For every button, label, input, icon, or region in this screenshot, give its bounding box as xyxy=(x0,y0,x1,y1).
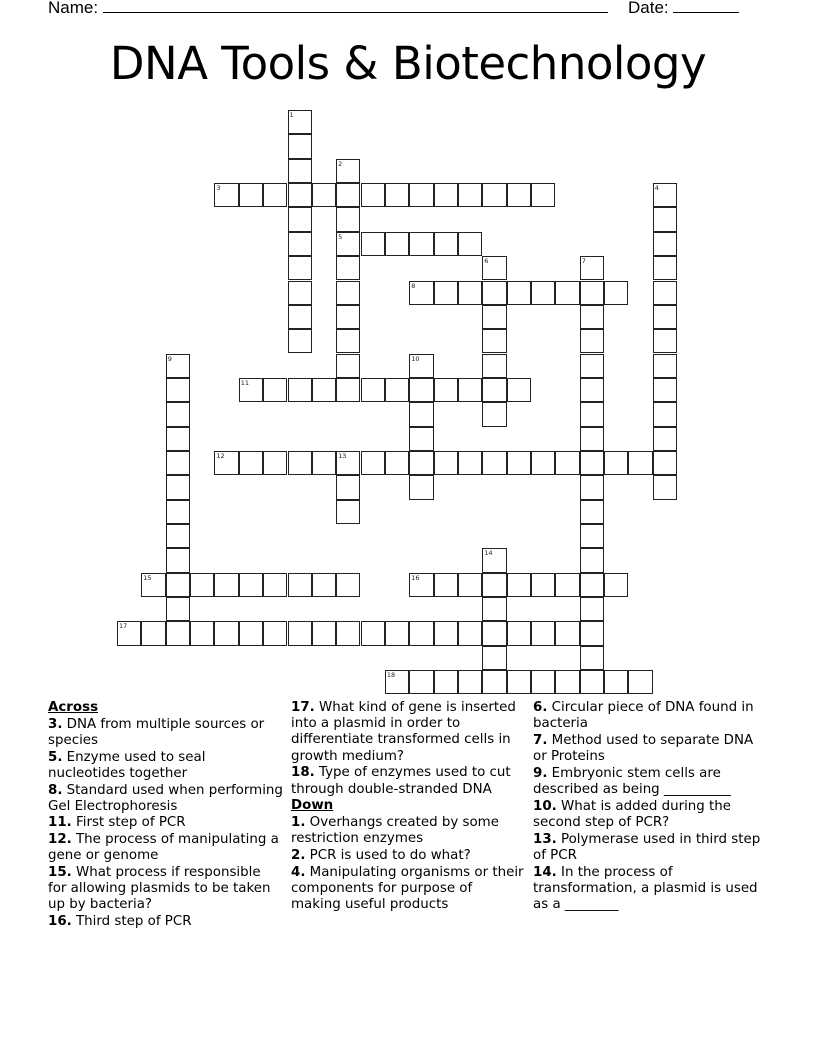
grid-cell[interactable] xyxy=(580,402,604,426)
grid-cell[interactable] xyxy=(263,451,287,475)
grid-cell[interactable] xyxy=(288,134,312,158)
grid-cell[interactable] xyxy=(288,256,312,280)
grid-cell[interactable] xyxy=(434,378,458,402)
grid-cell[interactable] xyxy=(166,402,190,426)
grid-cell[interactable] xyxy=(653,475,677,499)
clue-down-10: 10. What is added during the second step of PCR? xyxy=(533,798,732,830)
grid-cell[interactable] xyxy=(580,646,604,670)
grid-cell[interactable] xyxy=(263,378,287,402)
grid-cell[interactable] xyxy=(653,378,677,402)
grid-cell[interactable] xyxy=(555,281,579,305)
clue-number: 7 xyxy=(581,257,586,266)
grid-cell[interactable] xyxy=(653,354,677,378)
clue-across-3: 3. DNA from multiple sources or species xyxy=(48,716,265,748)
grid-cell[interactable] xyxy=(263,183,287,207)
clue-number: 13 xyxy=(338,451,347,460)
grid-cell[interactable] xyxy=(336,500,360,524)
grid-cell[interactable] xyxy=(604,670,628,694)
grid-cell[interactable] xyxy=(409,427,433,451)
grid-cell[interactable] xyxy=(653,451,677,475)
clue-down-1: 1. Overhangs created by some restriction enzymes xyxy=(291,814,499,847)
grid-cell[interactable] xyxy=(166,475,190,499)
grid-cell[interactable] xyxy=(409,354,433,378)
grid-cell[interactable] xyxy=(336,451,360,475)
grid-cell[interactable] xyxy=(580,281,604,305)
clue-number: 8 xyxy=(411,281,416,290)
clue-down-7: 7. Method used to separate DNA or Proteins xyxy=(533,732,754,765)
clues-column-1 xyxy=(48,700,283,931)
clue-number: 12 xyxy=(216,451,225,460)
grid-cell[interactable] xyxy=(239,378,263,402)
grid-cell[interactable] xyxy=(288,621,312,645)
grid-cell[interactable] xyxy=(458,621,482,645)
grid-cell[interactable] xyxy=(361,378,385,402)
grid-cell[interactable] xyxy=(482,451,506,475)
grid-cell[interactable] xyxy=(434,183,458,207)
clue-number: 15 xyxy=(143,573,152,582)
clue-number: 18 xyxy=(386,671,396,680)
grid-cell[interactable] xyxy=(653,232,677,256)
grid-cell[interactable] xyxy=(555,451,579,475)
grid-cell[interactable] xyxy=(653,281,677,305)
grid-cell[interactable] xyxy=(628,451,652,475)
grid-cell[interactable] xyxy=(385,232,409,256)
grid-cell[interactable] xyxy=(409,232,433,256)
grid-cell[interactable] xyxy=(555,670,579,694)
grid-cell[interactable] xyxy=(288,183,312,207)
grid-cell[interactable] xyxy=(653,427,677,451)
grid-cell[interactable] xyxy=(336,305,360,329)
clue-number: 10 xyxy=(411,354,420,363)
clue-across-5: 5. Enzyme used to seal nucleotides together xyxy=(48,749,206,781)
grid-cell[interactable] xyxy=(555,621,579,645)
grid-cell[interactable] xyxy=(434,232,458,256)
grid-cell[interactable] xyxy=(434,621,458,645)
clue-down-2: 2. PCR is used to do what? xyxy=(291,847,471,863)
grid-cell[interactable] xyxy=(580,621,604,645)
grid-cell[interactable] xyxy=(482,548,506,572)
grid-cell[interactable] xyxy=(336,232,360,256)
grid-cell[interactable] xyxy=(409,451,433,475)
grid-cell[interactable] xyxy=(458,670,482,694)
grid-cell[interactable] xyxy=(141,573,165,597)
grid-cell[interactable] xyxy=(409,670,433,694)
grid-cell[interactable] xyxy=(434,573,458,597)
grid-cell[interactable] xyxy=(166,573,190,597)
grid-cell[interactable] xyxy=(409,378,433,402)
grid-cell[interactable] xyxy=(653,256,677,280)
grid-cell[interactable] xyxy=(166,548,190,572)
clue-down-14: 14. In the process of transformation, a plasmid is used as a ________ xyxy=(533,864,758,912)
grid-cell[interactable] xyxy=(166,597,190,621)
grid-cell[interactable] xyxy=(580,427,604,451)
grid-cell[interactable] xyxy=(214,621,238,645)
grid-cell[interactable] xyxy=(507,573,531,597)
grid-cell[interactable] xyxy=(580,597,604,621)
grid-cell[interactable] xyxy=(409,475,433,499)
clue-down-9: 9. Embryonic stem cells are described as being __________ xyxy=(533,765,731,798)
grid-cell[interactable] xyxy=(361,621,385,645)
grid-cell[interactable] xyxy=(409,573,433,597)
down-heading: Down xyxy=(291,798,334,814)
grid-cell[interactable] xyxy=(580,305,604,329)
grid-cell[interactable] xyxy=(361,183,385,207)
grid-cell[interactable] xyxy=(385,378,409,402)
grid-cell[interactable] xyxy=(482,329,506,353)
grid-cell[interactable] xyxy=(580,451,604,475)
grid-cell[interactable] xyxy=(531,573,555,597)
grid-cell[interactable] xyxy=(312,573,336,597)
grid-cell[interactable] xyxy=(580,670,604,694)
grid-cell[interactable] xyxy=(288,110,312,134)
clue-number: 14 xyxy=(484,549,493,558)
grid-cell[interactable] xyxy=(288,378,312,402)
grid-cell[interactable] xyxy=(385,451,409,475)
grid-cell[interactable] xyxy=(166,354,190,378)
grid-cell[interactable] xyxy=(482,305,506,329)
grid-cell[interactable] xyxy=(288,232,312,256)
grid-cell[interactable] xyxy=(507,183,531,207)
grid-cell[interactable] xyxy=(239,451,263,475)
clue-number: 9 xyxy=(167,354,172,363)
grid-cell[interactable] xyxy=(166,451,190,475)
grid-cell[interactable] xyxy=(434,451,458,475)
clue-across-15: 15. What process if responsible for allowing plasmids to be taken up by bacteria? xyxy=(48,865,271,913)
grid-cell[interactable] xyxy=(604,281,628,305)
grid-cell[interactable] xyxy=(239,183,263,207)
grid-cell[interactable] xyxy=(482,621,506,645)
grid-cell[interactable] xyxy=(336,256,360,280)
grid-cell[interactable] xyxy=(166,621,190,645)
grid-cell[interactable] xyxy=(604,451,628,475)
grid-cell[interactable] xyxy=(263,621,287,645)
grid-cell[interactable] xyxy=(385,621,409,645)
clue-number: 2 xyxy=(338,159,343,168)
grid-cell[interactable] xyxy=(336,183,360,207)
grid-cell[interactable] xyxy=(434,281,458,305)
grid-cell[interactable] xyxy=(507,281,531,305)
grid-cell[interactable] xyxy=(288,305,312,329)
grid-cell[interactable] xyxy=(507,670,531,694)
grid-cell[interactable] xyxy=(434,670,458,694)
clue-number: 1 xyxy=(289,111,294,119)
grid-cell[interactable] xyxy=(288,451,312,475)
grid-cell[interactable] xyxy=(580,500,604,524)
grid-cell[interactable] xyxy=(580,573,604,597)
grid-cell[interactable] xyxy=(336,573,360,597)
grid-cell[interactable] xyxy=(458,451,482,475)
grid-cell[interactable] xyxy=(288,207,312,231)
grid-cell[interactable] xyxy=(263,573,287,597)
clue-across-8: 8. Standard used when performing Gel Electrophoresis xyxy=(48,782,283,814)
grid-cell[interactable] xyxy=(653,207,677,231)
page-title: DNA Tools & Biotechnology xyxy=(109,37,707,90)
grid-cell[interactable] xyxy=(409,402,433,426)
across-heading: Across xyxy=(48,700,99,715)
grid-cell[interactable] xyxy=(361,232,385,256)
grid-cell[interactable] xyxy=(312,183,336,207)
grid-cell[interactable] xyxy=(482,670,506,694)
grid-cell[interactable] xyxy=(190,621,214,645)
grid-cell[interactable] xyxy=(166,378,190,402)
grid-cell[interactable] xyxy=(531,451,555,475)
grid-cell[interactable] xyxy=(458,573,482,597)
grid-cell[interactable] xyxy=(336,159,360,183)
grid-cell[interactable] xyxy=(409,621,433,645)
clue-number: 11 xyxy=(240,378,250,387)
grid-cell[interactable] xyxy=(482,378,506,402)
clue-across-18: 18. Type of enzymes used to cut through double-stranded DNA xyxy=(291,765,511,797)
grid-cell[interactable] xyxy=(653,183,677,207)
grid-cell[interactable] xyxy=(580,378,604,402)
grid-cell[interactable] xyxy=(117,621,141,645)
clue-down-6: 6. Circular piece of DNA found in bacteria xyxy=(533,700,754,732)
grid-cell[interactable] xyxy=(531,183,555,207)
grid-cell[interactable] xyxy=(482,281,506,305)
grid-cell[interactable] xyxy=(653,402,677,426)
clue-number: 17 xyxy=(119,622,128,631)
clues-column-3 xyxy=(533,700,768,914)
grid-cell[interactable] xyxy=(336,329,360,353)
grid-cell[interactable] xyxy=(604,573,628,597)
grid-cell[interactable] xyxy=(531,281,555,305)
grid-cell[interactable] xyxy=(214,183,238,207)
grid-cell[interactable] xyxy=(482,597,506,621)
clue-number: 4 xyxy=(654,184,659,193)
grid-cell[interactable] xyxy=(288,281,312,305)
grid-cell[interactable] xyxy=(580,524,604,548)
grid-cell[interactable] xyxy=(385,183,409,207)
grid-cell[interactable] xyxy=(336,378,360,402)
grid-cell[interactable] xyxy=(312,621,336,645)
grid-cell[interactable] xyxy=(336,354,360,378)
grid-cell[interactable] xyxy=(580,354,604,378)
grid-cell[interactable] xyxy=(458,378,482,402)
grid-cell[interactable] xyxy=(214,573,238,597)
grid-cell[interactable] xyxy=(385,670,409,694)
grid-cell[interactable] xyxy=(507,621,531,645)
grid-cell[interactable] xyxy=(141,621,165,645)
clue-down-4: 4. Manipulating organisms or their components for purpose of making useful products xyxy=(291,864,524,912)
grid-cell[interactable] xyxy=(458,281,482,305)
grid-cell[interactable] xyxy=(482,183,506,207)
grid-cell[interactable] xyxy=(507,451,531,475)
grid-cell[interactable] xyxy=(336,621,360,645)
grid-cell[interactable] xyxy=(288,159,312,183)
grid-cell[interactable] xyxy=(214,451,238,475)
grid-cell[interactable] xyxy=(580,256,604,280)
grid-cell[interactable] xyxy=(482,573,506,597)
grid-cell[interactable] xyxy=(288,573,312,597)
clue-down-13: 13. Polymerase used in third step of PCR xyxy=(533,831,761,863)
date-label: Date: xyxy=(628,0,669,17)
grid-cell[interactable] xyxy=(482,402,506,426)
grid-cell[interactable] xyxy=(580,548,604,572)
grid-cell[interactable] xyxy=(458,232,482,256)
grid-cell[interactable] xyxy=(336,207,360,231)
clue-across-17: 17. What kind of gene is inserted into a plasmid in order to differentiate transformed cells in growth medium? xyxy=(291,700,516,764)
grid-cell[interactable] xyxy=(531,621,555,645)
grid-cell[interactable] xyxy=(555,573,579,597)
clues-column-2 xyxy=(291,700,526,914)
clue-number: 5 xyxy=(338,232,343,241)
grid-cell[interactable] xyxy=(580,329,604,353)
clue-across-16: 16. Third step of PCR xyxy=(48,914,192,930)
grid-cell[interactable] xyxy=(166,524,190,548)
name-label: Name: xyxy=(48,0,99,17)
grid-cell[interactable] xyxy=(312,451,336,475)
clue-number: 3 xyxy=(216,184,221,193)
grid-cell[interactable] xyxy=(239,573,263,597)
grid-cell[interactable] xyxy=(166,500,190,524)
grid-cell[interactable] xyxy=(628,670,652,694)
grid-cell[interactable] xyxy=(653,305,677,329)
grid-cell[interactable] xyxy=(336,475,360,499)
grid-cell[interactable] xyxy=(482,354,506,378)
grid-cell[interactable] xyxy=(507,378,531,402)
clue-number: 6 xyxy=(484,257,489,266)
grid-cell[interactable] xyxy=(482,256,506,280)
grid-cell[interactable] xyxy=(190,573,214,597)
clue-number: 16 xyxy=(411,573,420,582)
grid-cell[interactable] xyxy=(239,621,263,645)
grid-cell[interactable] xyxy=(580,475,604,499)
grid-cell[interactable] xyxy=(531,670,555,694)
grid-cell[interactable] xyxy=(336,281,360,305)
grid-cell[interactable] xyxy=(458,183,482,207)
grid-cell[interactable] xyxy=(653,329,677,353)
clue-across-11: 11. First step of PCR xyxy=(48,815,186,831)
clue-across-12: 12. The process of manipulating a gene or genome xyxy=(48,832,279,864)
grid-cell[interactable] xyxy=(361,451,385,475)
grid-cell[interactable] xyxy=(409,281,433,305)
grid-cell[interactable] xyxy=(166,427,190,451)
grid-cell[interactable] xyxy=(312,378,336,402)
grid-cell[interactable] xyxy=(482,646,506,670)
grid-cell[interactable] xyxy=(288,329,312,353)
grid-cell[interactable] xyxy=(409,183,433,207)
